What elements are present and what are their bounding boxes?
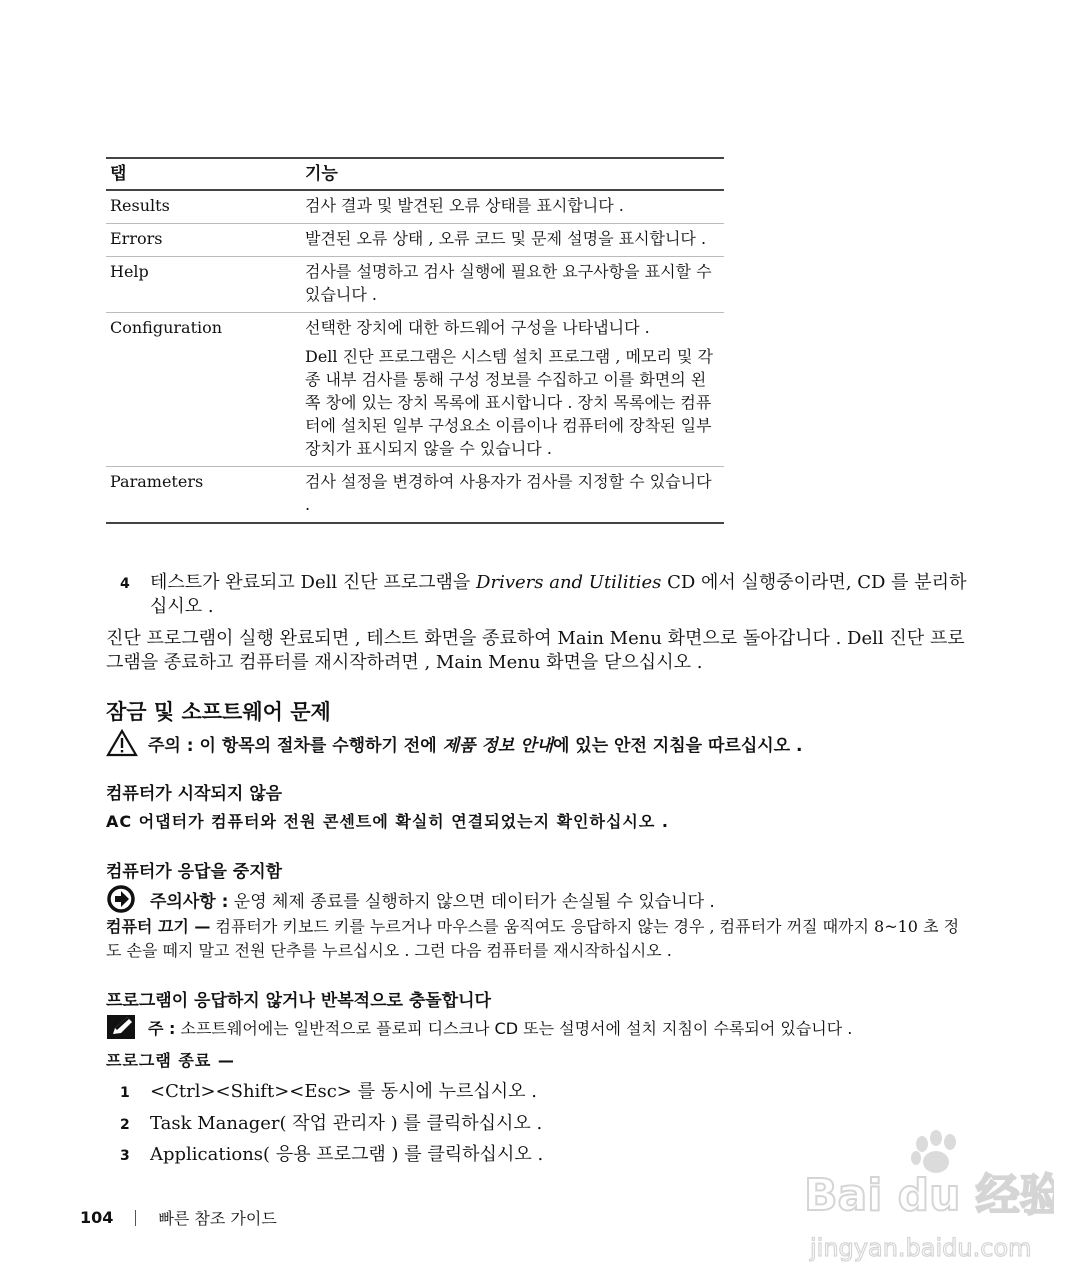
page-footer — [80, 1206, 277, 1229]
watermark-brand: Bai du 经验 — [804, 1170, 1054, 1221]
table-row — [106, 190, 724, 224]
table-row — [106, 467, 724, 524]
baidu-watermark — [804, 1128, 1054, 1268]
step-number: 1 — [120, 1085, 130, 1101]
table-cell-tab: Results — [106, 190, 305, 224]
step-number: 3 — [120, 1148, 130, 1164]
table-row-continued — [106, 345, 724, 467]
table-row — [106, 313, 724, 346]
table-cell-desc: 검사 설정을 변경하여 사용자가 검사를 지정할 수 있습니다 . — [305, 467, 724, 524]
power-off-instructions: 컴퓨터 끄기 — 컴퓨터가 키보드 키를 누르거나 마우스를 움직여도 응답하지 않는 경우 , 컴퓨터가 꺼질 때까지 8~10 초 정도 손을 떼지 말고 전원 단추를 누르십시오 . 그런 다음 컴퓨터를 재시작하십시오 . — [106, 917, 960, 960]
subsection-title-not-starting: 컴퓨터가 시작되지 않음 — [106, 784, 283, 804]
table-header-function: 기능 — [305, 158, 724, 190]
table-cell-desc: 검사를 설명하고 검사 실행에 필요한 요구사항을 표시할 수 있습니다 . — [305, 257, 724, 313]
step-number: 4 — [120, 576, 130, 592]
notice-arrow-icon — [106, 884, 136, 914]
tab-function-table — [106, 157, 724, 524]
watermark-url: jingyan.baidu.com — [810, 1234, 1032, 1262]
table-cell-tab: Configuration — [110, 318, 223, 337]
footer-divider — [135, 1210, 136, 1226]
end-program-label: 프로그램 종료 — — [106, 1051, 235, 1070]
table-row — [106, 257, 724, 313]
completion-paragraph: 진단 프로그램이 실행 완료되면 , 테스트 화면을 종료하여 Main Menu 화면으로 돌아갑니다 . Dell 진단 프로그램을 종료하고 컴퓨터를 재시작하려면 , Main Menu 화면을 닫으십시오 . — [106, 628, 965, 673]
section-title: 잠금 및 소프트웨어 문제 — [106, 700, 331, 724]
table-cell-desc: 발견된 오류 상태 , 오류 코드 및 문제 설명을 표시합니다 . — [305, 224, 724, 257]
subsection-title-stopped-responding: 컴퓨터가 응답을 중지함 — [106, 862, 283, 882]
table-cell-desc: 선택한 장치에 대한 하드웨어 구성을 나타냅니다 . — [305, 318, 650, 337]
table-header-tab: 탭 — [106, 158, 305, 190]
warning-icon — [106, 729, 138, 757]
pencil-note-icon — [106, 1014, 136, 1040]
table-cell-tab: Help — [106, 257, 305, 313]
notice-note: 주의사항 : 운영 체제 종료를 실행하지 않으면 데이터가 손실될 수 있습니다 . — [106, 884, 715, 914]
note: 주 : 소프트웨어에는 일반적으로 플로피 디스크나 CD 또는 설명서에 설치 지침이 수록되어 있습니다 . — [106, 1014, 852, 1040]
subsection-title-program-crash: 프로그램이 응답하지 않거나 반복적으로 충돌합니다 — [106, 991, 491, 1011]
table-row — [106, 224, 724, 257]
step-text: <Ctrl><Shift><Esc> 를 동시에 누르십시오 . — [150, 1081, 537, 1102]
step-text: Applications( 응용 프로그램 ) 를 클릭하십시오 . — [150, 1144, 544, 1165]
step-text: Task Manager( 작업 관리자 ) 를 클릭하십시오 . — [150, 1113, 543, 1134]
table-cell-desc-extra: Dell 진단 프로그램은 시스템 설치 프로그램 , 메모리 및 각종 내부 검사를 통해 구성 정보를 수집하고 이를 화면의 왼쪽 창에 있는 장치 목록에 표시합니다 . 장치 목록에는 컴퓨터에 설치된 일부 구성요소 이름이나 컴퓨터에 장착된 일부 장치가 표시되지 않을 수 있습니다 . — [305, 345, 724, 467]
step-number: 2 — [120, 1117, 130, 1133]
caution-note: 주의 : 이 항목의 절차를 수행하기 전에 제품 정보 안내에 있는 안전 지침을 따르십시오 . — [106, 729, 802, 757]
ac-adapter-check: AC 어댑터가 컴퓨터와 전원 콘센트에 확실히 연결되었는지 확인하십시오 . — [106, 812, 669, 831]
page-number: 104 — [80, 1208, 114, 1227]
footer-title: 빠른 참조 가이드 — [158, 1209, 277, 1228]
table-cell-tab: Parameters — [106, 467, 305, 524]
step-4-text: 테스트가 완료되고 Dell 진단 프로그램을 Drivers and Utilities CD 에서 실행중이라면, CD 를 분리하십시오 . — [150, 572, 967, 617]
table-cell-desc: 검사 결과 및 발견된 오류 상태를 표시합니다 . — [305, 190, 724, 224]
table-cell-tab: Errors — [106, 224, 305, 257]
